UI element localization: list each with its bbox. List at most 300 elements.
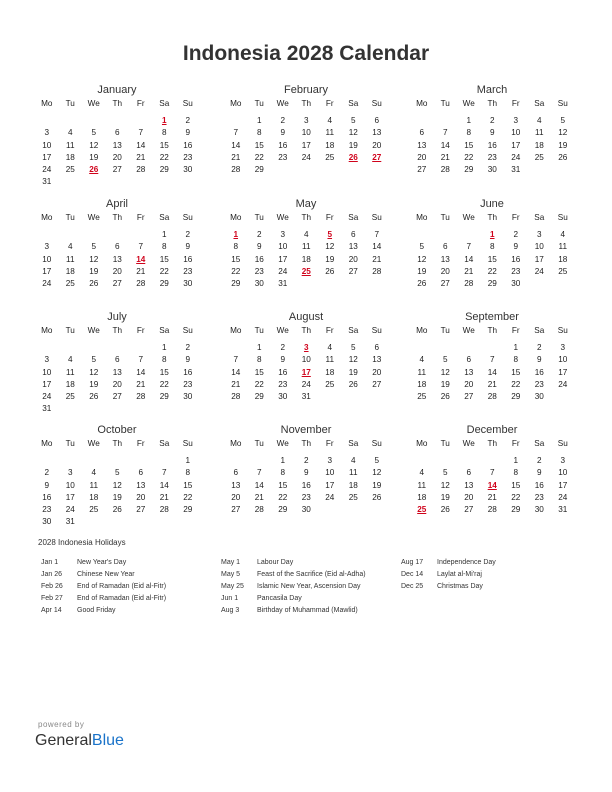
day-cell: 4 xyxy=(67,242,73,252)
month-december xyxy=(410,423,574,516)
day-cell: 24 xyxy=(278,266,288,276)
day-cell: 28 xyxy=(254,504,264,514)
day-cell: 29 xyxy=(231,278,241,288)
day-cell: 11 xyxy=(89,480,98,490)
month-name: June xyxy=(480,198,504,210)
day-cell: 15 xyxy=(254,367,264,377)
day-cell: 10 xyxy=(325,468,335,478)
holiday-day-cell: 1 xyxy=(489,230,495,240)
day-cell: 19 xyxy=(89,152,99,162)
brand-logo[interactable] xyxy=(35,732,124,750)
day-cell: 24 xyxy=(558,492,568,502)
day-cell: 13 xyxy=(112,254,122,264)
day-cell: 2 xyxy=(280,343,286,353)
weekday-label: Tu xyxy=(254,99,264,108)
holiday-name: Feast of the Sacrifice (Eid al-Adha) xyxy=(257,571,366,578)
holiday-name: Birthday of Muhammad (Mawlid) xyxy=(257,607,358,614)
month-day-grid xyxy=(410,438,574,516)
day-cell: 6 xyxy=(138,468,144,478)
empty-cell xyxy=(434,342,458,354)
month-name: December xyxy=(466,424,518,436)
weekday-label: Mo xyxy=(230,213,242,222)
holiday-row xyxy=(221,569,366,581)
weekday-label: Tu xyxy=(440,326,450,335)
weekday-label: Su xyxy=(182,213,193,222)
day-cell: 14 xyxy=(440,140,450,150)
day-cell: 26 xyxy=(417,278,427,288)
day-cell: 11 xyxy=(325,128,334,138)
holiday-name: New Year's Day xyxy=(77,559,127,566)
holiday-day-cell: 25 xyxy=(301,266,311,276)
month-day-grid xyxy=(410,98,574,176)
day-cell: 1 xyxy=(513,456,519,466)
weekday-label: Sa xyxy=(348,99,359,108)
day-cell: 14 xyxy=(487,367,497,377)
day-cell: 15 xyxy=(231,254,241,264)
day-cell: 10 xyxy=(558,355,568,365)
weekday-label: Fr xyxy=(325,439,334,448)
day-cell: 8 xyxy=(280,468,286,478)
empty-cell xyxy=(481,342,505,354)
day-cell: 7 xyxy=(489,355,495,365)
day-cell: 21 xyxy=(231,379,241,389)
day-cell: 2 xyxy=(185,343,191,353)
holiday-date: Jan 1 xyxy=(41,559,59,566)
weekday-label: Fr xyxy=(325,99,334,108)
day-cell: 30 xyxy=(42,517,52,527)
day-cell: 18 xyxy=(65,379,75,389)
day-cell: 3 xyxy=(67,468,73,478)
holiday-date: Dec 14 xyxy=(401,571,424,578)
empty-cell xyxy=(410,229,434,241)
month-day-grid xyxy=(224,325,388,403)
weekday-label: Th xyxy=(301,213,312,222)
day-cell: 13 xyxy=(464,480,474,490)
day-cell: 27 xyxy=(440,278,450,288)
day-cell: 4 xyxy=(327,343,333,353)
day-cell: 23 xyxy=(301,492,311,502)
day-cell: 28 xyxy=(136,391,146,401)
day-cell: 6 xyxy=(233,468,239,478)
weekday-label: We xyxy=(276,99,289,108)
day-cell: 10 xyxy=(511,128,521,138)
holiday-name: Pancasila Day xyxy=(257,595,302,602)
day-cell: 6 xyxy=(374,343,380,353)
month-august xyxy=(224,310,388,403)
holiday-row xyxy=(401,581,496,593)
day-cell: 12 xyxy=(372,468,382,478)
day-cell: 4 xyxy=(327,116,333,126)
day-cell: 18 xyxy=(417,379,427,389)
day-cell: 26 xyxy=(558,152,568,162)
day-cell: 5 xyxy=(350,116,356,126)
day-cell: 7 xyxy=(374,230,380,240)
month-name: August xyxy=(288,311,324,323)
day-cell: 21 xyxy=(440,152,450,162)
day-cell: 6 xyxy=(442,242,448,252)
weekday-label: Fr xyxy=(136,99,145,108)
weekday-label: Tu xyxy=(254,213,264,222)
day-cell: 21 xyxy=(254,492,264,502)
day-cell: 9 xyxy=(44,480,50,490)
day-cell: 23 xyxy=(254,266,264,276)
weekday-label: Fr xyxy=(511,99,520,108)
day-cell: 7 xyxy=(442,128,448,138)
weekday-label: Th xyxy=(301,439,312,448)
weekday-label: Sa xyxy=(159,99,170,108)
day-cell: 10 xyxy=(42,254,52,264)
day-cell: 30 xyxy=(487,164,497,174)
day-cell: 22 xyxy=(511,379,521,389)
holiday-name: Chinese New Year xyxy=(77,571,135,578)
day-cell: 3 xyxy=(560,456,566,466)
day-cell: 16 xyxy=(183,140,193,150)
brand-general: General xyxy=(35,732,92,749)
day-cell: 16 xyxy=(511,254,521,264)
day-cell: 28 xyxy=(231,391,241,401)
weekday-label: Su xyxy=(182,439,193,448)
day-cell: 5 xyxy=(442,468,448,478)
day-cell: 24 xyxy=(42,278,52,288)
empty-cell xyxy=(35,342,59,354)
month-april xyxy=(35,197,199,290)
day-cell: 4 xyxy=(67,128,73,138)
day-cell: 26 xyxy=(89,391,99,401)
month-name: January xyxy=(97,84,137,96)
day-cell: 19 xyxy=(348,140,358,150)
holiday-row xyxy=(221,605,366,617)
day-cell: 11 xyxy=(535,128,544,138)
day-cell: 8 xyxy=(161,355,167,365)
weekday-label: Th xyxy=(112,99,123,108)
weekday-label: Su xyxy=(371,99,382,108)
day-cell: 6 xyxy=(114,128,120,138)
day-cell: 6 xyxy=(466,468,472,478)
day-cell: 24 xyxy=(301,152,311,162)
day-cell: 20 xyxy=(136,492,146,502)
weekday-label: Th xyxy=(112,439,123,448)
weekday-label: Mo xyxy=(41,439,53,448)
day-cell: 15 xyxy=(511,367,521,377)
day-cell: 12 xyxy=(89,140,99,150)
empty-cell xyxy=(224,115,248,127)
holiday-row xyxy=(221,593,366,605)
day-cell: 15 xyxy=(159,254,169,264)
holiday-column xyxy=(401,557,496,593)
empty-cell xyxy=(248,455,272,467)
day-cell: 9 xyxy=(536,355,542,365)
month-name: April xyxy=(105,198,128,210)
day-cell: 30 xyxy=(301,504,311,514)
holiday-name: Good Friday xyxy=(77,607,116,614)
day-cell: 29 xyxy=(511,504,521,514)
day-cell: 17 xyxy=(278,254,288,264)
day-cell: 6 xyxy=(374,116,380,126)
weekday-label: We xyxy=(87,213,100,222)
weekday-label: Su xyxy=(557,213,568,222)
day-cell: 23 xyxy=(487,152,497,162)
day-cell: 21 xyxy=(136,379,146,389)
weekday-label: Fr xyxy=(511,326,520,335)
day-cell: 13 xyxy=(372,128,382,138)
day-cell: 10 xyxy=(278,242,288,252)
day-cell: 8 xyxy=(256,128,262,138)
day-cell: 18 xyxy=(348,480,358,490)
day-cell: 4 xyxy=(350,456,356,466)
weekday-label: Th xyxy=(301,326,312,335)
day-cell: 21 xyxy=(136,266,146,276)
day-cell: 17 xyxy=(325,480,335,490)
weekday-label: Su xyxy=(557,439,568,448)
month-march xyxy=(410,83,574,176)
month-name: July xyxy=(107,311,127,323)
day-cell: 15 xyxy=(183,480,193,490)
day-cell: 10 xyxy=(65,480,75,490)
weekday-label: We xyxy=(276,326,289,335)
day-cell: 3 xyxy=(303,116,309,126)
empty-cell xyxy=(59,455,83,467)
day-cell: 16 xyxy=(534,480,544,490)
day-cell: 5 xyxy=(560,116,566,126)
empty-cell xyxy=(129,229,153,241)
holiday-day-cell: 1 xyxy=(161,116,167,126)
day-cell: 19 xyxy=(89,266,99,276)
weekday-label: Sa xyxy=(159,439,170,448)
day-cell: 28 xyxy=(487,504,497,514)
empty-cell xyxy=(457,455,481,467)
day-cell: 2 xyxy=(536,456,542,466)
day-cell: 22 xyxy=(278,492,288,502)
holiday-day-cell: 17 xyxy=(301,367,311,377)
day-cell: 3 xyxy=(560,343,566,353)
day-cell: 2 xyxy=(303,456,309,466)
day-cell: 30 xyxy=(183,164,193,174)
day-cell: 18 xyxy=(325,367,335,377)
weekday-label: Fr xyxy=(511,213,520,222)
weekday-label: Mo xyxy=(230,439,242,448)
day-cell: 21 xyxy=(487,492,497,502)
day-cell: 20 xyxy=(440,266,450,276)
day-cell: 9 xyxy=(256,242,262,252)
weekday-label: Sa xyxy=(534,326,545,335)
day-cell: 3 xyxy=(44,242,50,252)
day-cell: 8 xyxy=(513,355,519,365)
day-cell: 16 xyxy=(278,367,288,377)
weekday-label: We xyxy=(462,326,475,335)
day-cell: 30 xyxy=(254,278,264,288)
holiday-name: Laylat al-Mi'raj xyxy=(437,571,482,578)
day-cell: 4 xyxy=(419,355,425,365)
weekday-label: Fr xyxy=(136,326,145,335)
day-cell: 13 xyxy=(136,480,146,490)
day-cell: 12 xyxy=(558,128,568,138)
day-cell: 30 xyxy=(511,278,521,288)
day-cell: 7 xyxy=(138,128,144,138)
weekday-label: Tu xyxy=(65,326,75,335)
day-cell: 7 xyxy=(466,242,472,252)
holiday-row xyxy=(401,569,496,581)
day-cell: 9 xyxy=(185,128,191,138)
weekday-label: Mo xyxy=(41,99,53,108)
day-cell: 10 xyxy=(42,367,52,377)
day-cell: 14 xyxy=(136,140,146,150)
weekday-label: Tu xyxy=(254,326,264,335)
month-day-grid xyxy=(35,98,199,188)
month-may xyxy=(224,197,388,290)
day-cell: 21 xyxy=(136,152,146,162)
day-cell: 10 xyxy=(301,355,311,365)
day-cell: 5 xyxy=(442,355,448,365)
empty-cell xyxy=(224,455,248,467)
empty-cell xyxy=(106,115,130,127)
day-cell: 27 xyxy=(464,504,474,514)
day-cell: 10 xyxy=(42,140,52,150)
day-cell: 17 xyxy=(42,152,52,162)
day-cell: 13 xyxy=(417,140,427,150)
day-cell: 25 xyxy=(325,379,335,389)
day-cell: 12 xyxy=(89,254,99,264)
day-cell: 3 xyxy=(513,116,519,126)
weekday-label: Mo xyxy=(416,213,428,222)
holiday-day-cell: 3 xyxy=(303,343,309,353)
weekday-label: We xyxy=(276,439,289,448)
day-cell: 3 xyxy=(44,128,50,138)
weekday-label: Th xyxy=(112,213,123,222)
day-cell: 28 xyxy=(440,164,450,174)
weekday-label: We xyxy=(462,213,475,222)
day-cell: 31 xyxy=(301,391,311,401)
day-cell: 15 xyxy=(487,254,497,264)
empty-cell xyxy=(410,115,434,127)
day-cell: 12 xyxy=(440,367,450,377)
day-cell: 18 xyxy=(558,254,568,264)
day-cell: 16 xyxy=(534,367,544,377)
weekday-label: We xyxy=(276,213,289,222)
holiday-date: Feb 26 xyxy=(41,583,63,590)
weekday-label: Th xyxy=(487,99,498,108)
day-cell: 8 xyxy=(161,128,167,138)
holiday-date: Jan 26 xyxy=(41,571,63,578)
day-cell: 7 xyxy=(161,468,167,478)
day-cell: 23 xyxy=(511,266,521,276)
day-cell: 17 xyxy=(42,379,52,389)
holiday-name: Labour Day xyxy=(257,559,294,566)
day-cell: 26 xyxy=(325,266,335,276)
day-cell: 12 xyxy=(417,254,427,264)
weekday-label: Sa xyxy=(348,439,359,448)
day-cell: 22 xyxy=(159,152,169,162)
holiday-name: Independence Day xyxy=(437,559,496,566)
day-cell: 3 xyxy=(327,456,333,466)
holidays-heading: 2028 Indonesia Holidays xyxy=(38,538,126,547)
day-cell: 14 xyxy=(231,140,241,150)
empty-cell xyxy=(82,342,106,354)
day-cell: 11 xyxy=(66,367,75,377)
holiday-date: May 1 xyxy=(221,559,241,566)
day-cell: 30 xyxy=(183,278,193,288)
day-cell: 14 xyxy=(159,480,169,490)
day-cell: 27 xyxy=(112,278,122,288)
weekday-label: Su xyxy=(371,326,382,335)
day-cell: 28 xyxy=(487,391,497,401)
day-cell: 19 xyxy=(89,379,99,389)
day-cell: 7 xyxy=(233,128,239,138)
day-cell: 6 xyxy=(466,355,472,365)
powered-by-text: powered by xyxy=(38,720,85,729)
day-cell: 20 xyxy=(372,140,382,150)
weekday-label: Su xyxy=(557,99,568,108)
month-name: September xyxy=(465,311,519,323)
day-cell: 27 xyxy=(112,164,122,174)
empty-cell xyxy=(82,229,106,241)
day-cell: 29 xyxy=(159,391,169,401)
empty-cell xyxy=(129,342,153,354)
day-cell: 29 xyxy=(511,391,521,401)
day-cell: 1 xyxy=(513,343,519,353)
weekday-label: Su xyxy=(182,99,193,108)
day-cell: 17 xyxy=(65,492,75,502)
day-cell: 16 xyxy=(487,140,497,150)
day-cell: 19 xyxy=(348,367,358,377)
day-cell: 31 xyxy=(511,164,521,174)
day-cell: 29 xyxy=(487,278,497,288)
day-cell: 13 xyxy=(440,254,450,264)
day-cell: 1 xyxy=(280,456,286,466)
empty-cell xyxy=(106,229,130,241)
day-cell: 4 xyxy=(67,355,73,365)
day-cell: 27 xyxy=(417,164,427,174)
day-cell: 5 xyxy=(91,128,97,138)
holiday-day-cell: 26 xyxy=(348,152,358,162)
day-cell: 28 xyxy=(136,278,146,288)
month-day-grid xyxy=(35,212,199,290)
day-cell: 20 xyxy=(348,254,358,264)
weekday-label: We xyxy=(87,99,100,108)
day-cell: 7 xyxy=(138,355,144,365)
weekday-label: Sa xyxy=(159,213,170,222)
holiday-day-cell: 14 xyxy=(136,254,146,264)
day-cell: 9 xyxy=(513,242,519,252)
holiday-date: Dec 25 xyxy=(401,583,424,590)
day-cell: 9 xyxy=(185,242,191,252)
weekday-label: Th xyxy=(487,326,498,335)
day-cell: 29 xyxy=(464,164,474,174)
day-cell: 31 xyxy=(278,278,288,288)
day-cell: 22 xyxy=(159,379,169,389)
weekday-label: Tu xyxy=(254,439,264,448)
holiday-day-cell: 1 xyxy=(233,230,239,240)
day-cell: 21 xyxy=(231,152,241,162)
weekday-label: Fr xyxy=(325,213,334,222)
holiday-name: End of Ramadan (Eid al-Fitr) xyxy=(77,595,167,602)
day-cell: 12 xyxy=(348,128,358,138)
empty-cell xyxy=(434,229,458,241)
day-cell: 20 xyxy=(112,266,122,276)
day-cell: 19 xyxy=(417,266,427,276)
day-cell: 2 xyxy=(256,230,262,240)
day-cell: 14 xyxy=(372,242,382,252)
day-cell: 19 xyxy=(558,140,568,150)
day-cell: 2 xyxy=(185,116,191,126)
day-cell: 18 xyxy=(301,254,311,264)
day-cell: 21 xyxy=(372,254,382,264)
day-cell: 8 xyxy=(256,355,262,365)
day-cell: 28 xyxy=(136,164,146,174)
day-cell: 31 xyxy=(42,404,52,414)
day-cell: 8 xyxy=(489,242,495,252)
day-cell: 23 xyxy=(534,379,544,389)
empty-cell xyxy=(457,229,481,241)
